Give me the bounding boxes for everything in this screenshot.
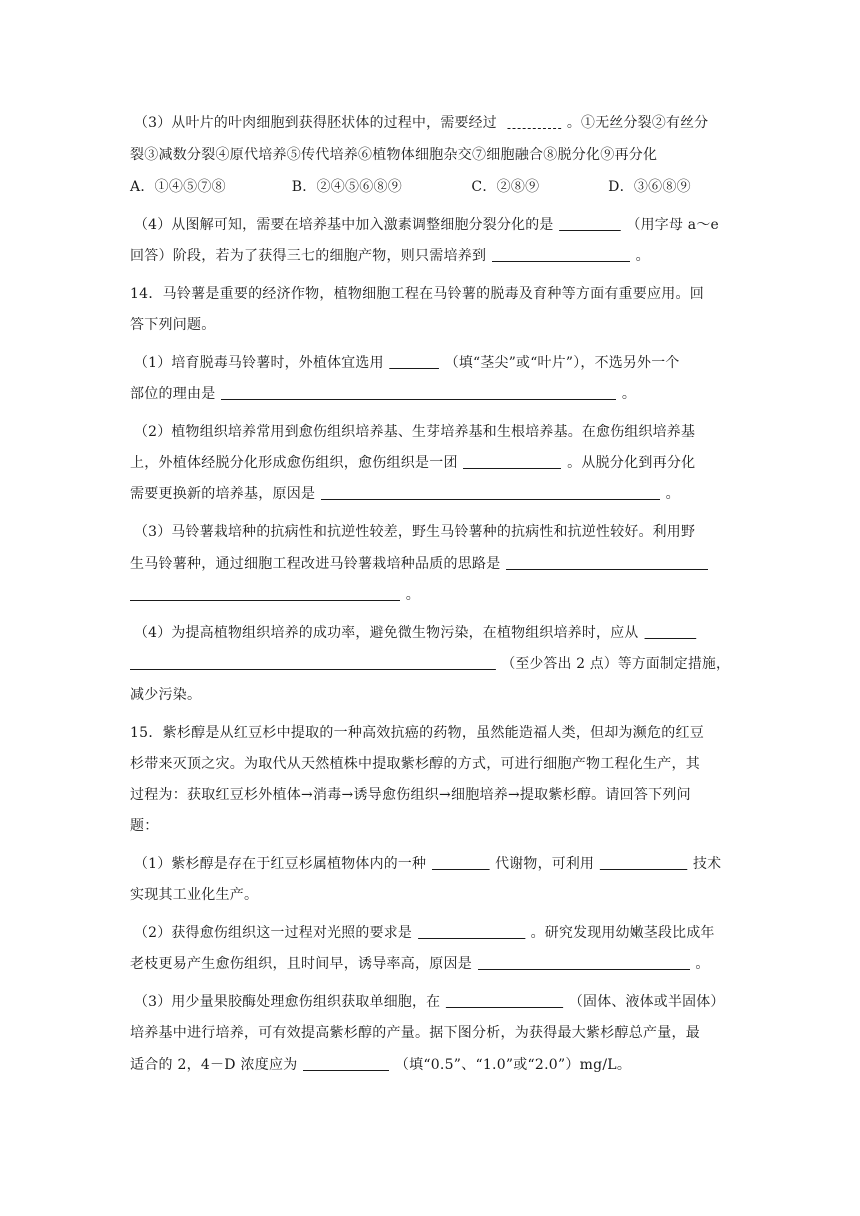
q15-part2-text: 老枝更易产生愈伤组织，且时间早，诱导率高，原因是: [130, 956, 472, 972]
q13-part3-text: 裂③减数分裂④原代培养⑤传代培养⑥植物体细胞杂交⑦细胞融合⑧脱分化⑨再分化: [130, 147, 658, 163]
q15-part3-text: （填“0.5”、“1.0”或“2.0”）mg/L。: [394, 1057, 632, 1073]
q15-part2-text: （2）获得愈伤组织这一过程对光照的要求是: [134, 925, 413, 941]
answer-blank: [432, 855, 490, 870]
q14-part1-text: 部位的理由是: [130, 386, 216, 402]
answer-blank: [492, 247, 630, 262]
answer-blank: [221, 385, 616, 400]
q15-part3-text: （固体、液体或半固体）: [568, 994, 725, 1010]
q14-part1-line2: [130, 384, 730, 404]
answer-blank: [600, 855, 687, 870]
q14-intro-line1: [130, 284, 730, 304]
q13-part4-text: 回答）阶段，若为了获得三七的细胞产物，则只需培养到: [130, 248, 487, 264]
answer-blank: [463, 454, 561, 469]
option-a: A．①④⑤⑦⑧: [130, 179, 226, 195]
q15-intro-text: 题：: [130, 818, 159, 834]
q13-part4-text: （用字母 a～e: [626, 217, 719, 233]
q15-intro-line2: [130, 754, 730, 774]
answer-blank: [508, 114, 562, 129]
q13-part3-line1: [134, 113, 730, 133]
q14-intro-line2: [130, 315, 730, 335]
q14-part4-line1: [134, 623, 730, 643]
q14-part3-text: （3）马铃薯栽培种的抗病性和抗逆性较差，野生马铃薯种的抗病性和抗逆性较好。利用野: [134, 524, 696, 540]
answer-blank: [389, 354, 439, 369]
option-d: D．③⑥⑧⑨: [608, 179, 691, 195]
q14-part3-text: 。: [405, 587, 420, 603]
answer-blank: [506, 555, 708, 570]
q15-part1-line1: [134, 854, 730, 874]
q15-intro-line1: [130, 723, 730, 743]
q15-part3-line1: [134, 992, 730, 1012]
answer-blank: [321, 485, 660, 500]
q15-intro-text: 杉带来灭顶之灾。为取代从天然植株中提取紫杉醇的方式，可进行细胞产物工程化生产，其: [130, 756, 700, 772]
q14-part4-line3: [130, 685, 730, 705]
q15-intro-text: 15．紫杉醇是从红豆杉中提取的一种高效抗癌的药物，虽然能造福人类，但却为濒危的红豆: [130, 725, 705, 741]
answer-blank: [478, 955, 690, 970]
q14-part1-text: （1）培育脱毒马铃薯时，外植体宜选用: [134, 355, 384, 371]
q14-part1-text: （填“茎尖”或“叶片”），不选另外一个: [444, 355, 680, 371]
q15-part2-line1: [134, 923, 730, 943]
q15-intro-line3: [130, 785, 730, 805]
option-b: B．②④⑤⑥⑧⑨: [291, 179, 402, 195]
q14-intro-text: 14．马铃薯是重要的经济作物，植物细胞工程在马铃薯的脱毒及育种等方面有重要应用。回: [130, 286, 705, 302]
q14-part1-line1: [134, 353, 730, 373]
q15-intro-text: 过程为：获取红豆杉外植体→消毒→诱导愈伤组织→细胞培养→提取紫杉醇。请回答下列问: [130, 787, 691, 803]
q13-part4-text: （4）从图解可知，需要在培养基中加入激素调整细胞分裂分化的是: [134, 217, 554, 233]
q14-part3-line1: [134, 522, 730, 542]
answer-blank: [130, 655, 496, 670]
q15-part2-text: 。: [695, 956, 710, 972]
q13-part4-line1: [134, 215, 730, 235]
q14-part3-line3: [130, 585, 730, 605]
q15-intro-line4: [130, 816, 730, 836]
q15-part2-line2: [130, 954, 730, 974]
option-c: C．②⑧⑨: [471, 179, 540, 195]
answer-blank: [418, 924, 525, 939]
q14-part2-text: （2）植物组织培养常用到愈伤组织培养基、生芽培养基和生根培养基。在愈伤组织培养基: [134, 424, 696, 440]
q14-part2-text: 。从脱分化到再分化: [567, 455, 696, 471]
q15-part1-text: （1）紫杉醇是存在于红豆杉属植物体内的一种: [134, 856, 427, 872]
q14-part2-text: 需要更换新的培养基，原因是: [130, 486, 316, 502]
q15-part1-text: 技术: [692, 856, 722, 872]
q13-part3-line2: [130, 145, 730, 165]
q14-part4-line2: [130, 654, 731, 674]
q15-part3-line3: [130, 1055, 730, 1075]
answer-blank: [644, 624, 696, 639]
q14-part2-line3: [130, 484, 730, 504]
q15-part3-text: 适合的 2，4－D 浓度应为: [130, 1057, 298, 1073]
answer-blank: [559, 216, 621, 231]
q14-intro-text: 答下列问题。: [130, 317, 216, 333]
q14-part1-text: 。: [621, 386, 637, 402]
q14-part3-text: 生马铃薯种，通过细胞工程改进马铃薯栽培种品质的思路是: [130, 556, 501, 572]
q15-part1-line2: [130, 885, 730, 905]
q15-part3-text: （3）用少量果胶酶处理愈伤组织获取单细胞，在: [134, 994, 441, 1010]
q15-part3-line2: [130, 1023, 730, 1043]
q14-part2-text: 。: [665, 486, 680, 502]
q15-part1-text: 实现其工业化生产。: [130, 887, 259, 903]
answer-blank: [303, 1056, 389, 1071]
q15-part2-text: 。研究发现用幼嫩茎段比成年: [530, 925, 715, 941]
q14-part4-text: （4）为提高植物组织培养的成功率，避免微生物污染，在植物组织培养时，应从: [134, 625, 639, 641]
q15-part1-text: 代谢物，可利用: [495, 856, 595, 872]
q13-part4-line2: [130, 246, 730, 266]
q15-part3-text: 培养基中进行培养，可有效提高紫杉醇的产量。据下图分析，为获得最大紫杉醇总产量，最: [130, 1025, 700, 1041]
answer-blank: [446, 993, 563, 1008]
q13-part3-text: 。①无丝分裂②有丝分: [566, 115, 709, 131]
q13-part4-text: 。: [635, 248, 650, 264]
q14-part4-text: 减少污染。: [130, 687, 202, 703]
q14-part3-line2: [130, 554, 730, 574]
q13-part3-text: （3）从叶片的叶肉细胞到获得胚状体的过程中，需要经过: [134, 115, 497, 131]
q14-part4-text: （至少答出 2 点）等方面制定措施，: [501, 656, 731, 672]
q14-part2-text: 上，外植体经脱分化形成愈伤组织，愈伤组织是一团: [130, 455, 458, 471]
answer-blank: [130, 586, 400, 601]
q14-part2-line1: [134, 422, 730, 442]
q13-options: [130, 177, 730, 197]
q14-part2-line2: [130, 453, 730, 473]
